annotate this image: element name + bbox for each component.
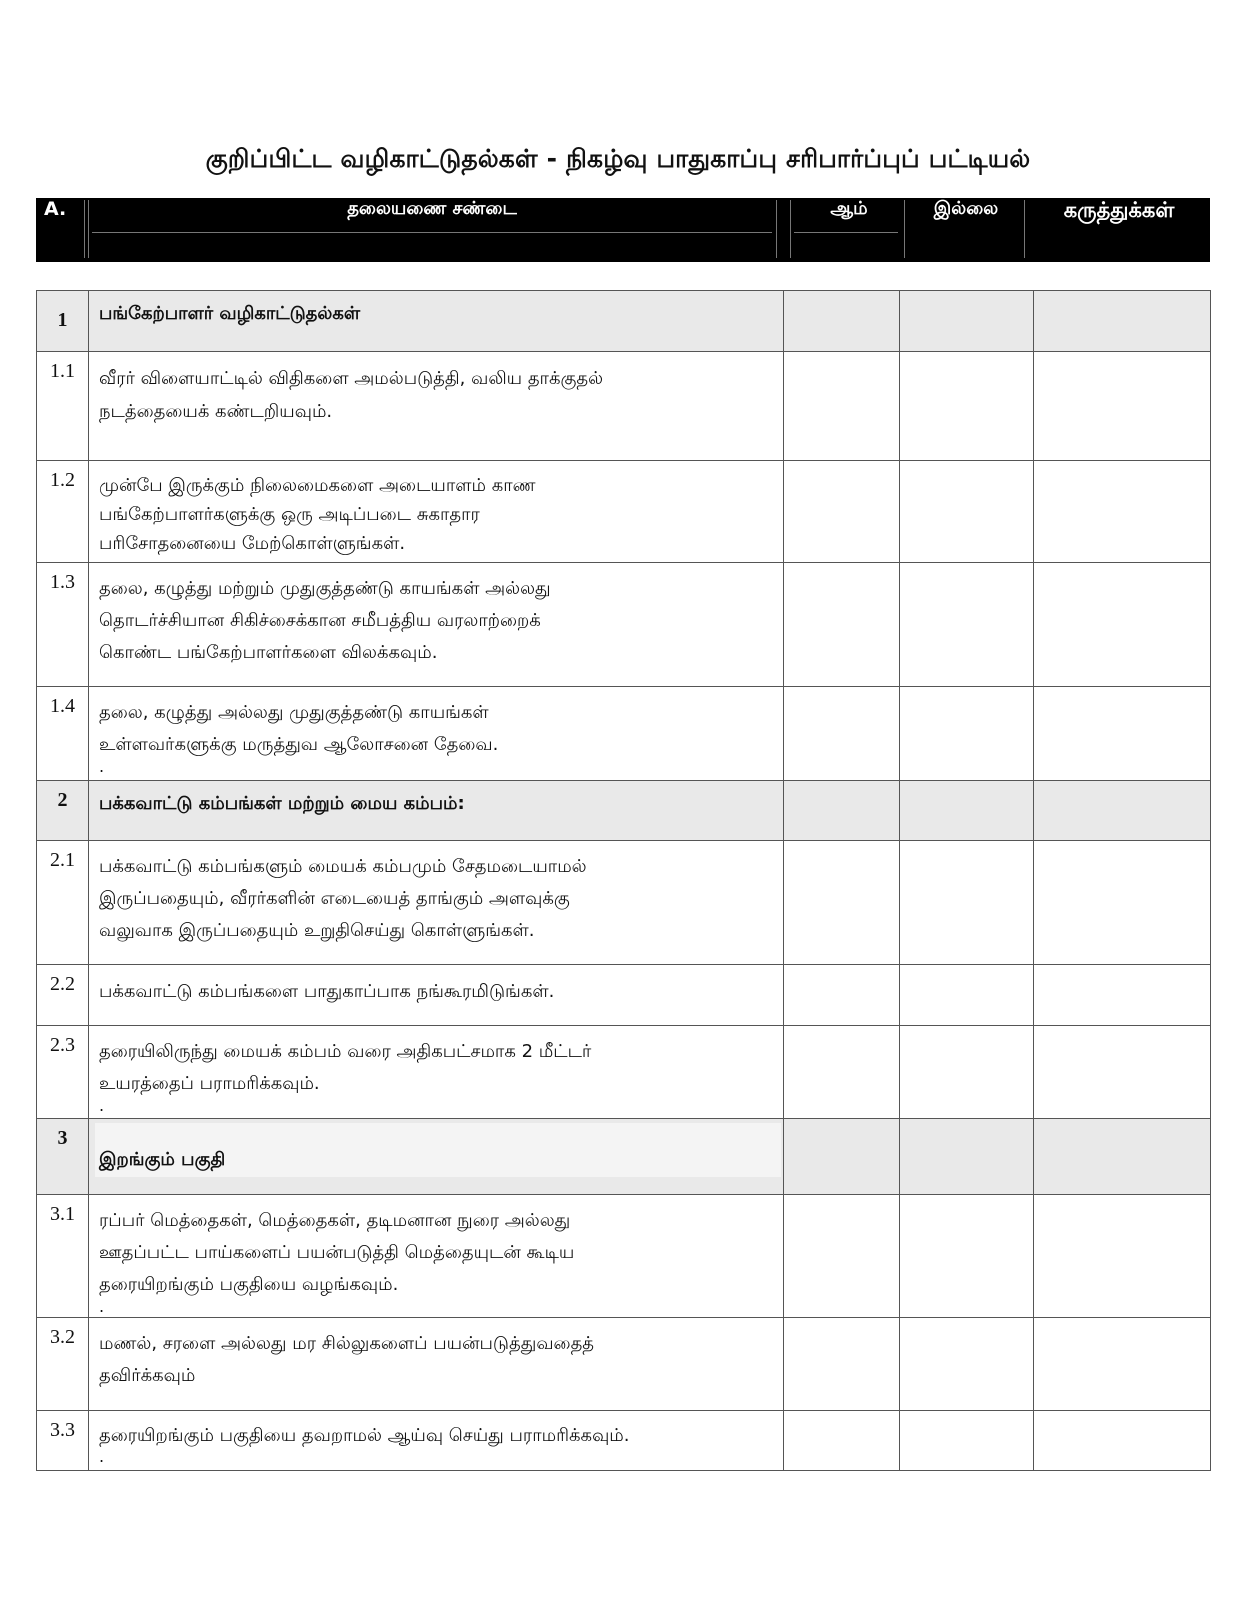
yes-cell[interactable] <box>784 965 900 1026</box>
no-cell[interactable] <box>900 291 1034 352</box>
item-line: உயரத்தைப் பராமரிக்கவும். <box>99 1073 320 1094</box>
comments-cell[interactable] <box>1034 1119 1211 1195</box>
item-number: 2.3 <box>37 1026 89 1119</box>
no-cell[interactable] <box>900 1119 1034 1195</box>
item-line: இருப்பதையும், வீரர்களின் எடையைத் தாங்கும் அளவுக்கு <box>99 888 570 909</box>
comments-cell[interactable] <box>1034 1318 1211 1411</box>
yes-cell[interactable] <box>784 563 900 687</box>
yes-cell[interactable] <box>784 291 900 352</box>
item-text <box>89 687 784 781</box>
section-title: பங்கேற்பாளர் வழிகாட்டுதல்கள் <box>89 291 784 352</box>
item-line: வீரர் விளையாட்டில் விதிகளை அமல்படுத்தி, வலிய தாக்குதல் <box>99 368 604 389</box>
no-cell[interactable] <box>900 1026 1034 1119</box>
no-cell[interactable] <box>900 781 1034 841</box>
item-text <box>89 1026 784 1119</box>
comments-cell[interactable] <box>1034 1411 1211 1471</box>
yes-cell[interactable] <box>784 1318 900 1411</box>
table-row <box>37 1318 1211 1411</box>
comments-cell[interactable] <box>1034 352 1211 461</box>
section-number: 1 <box>37 291 89 352</box>
no-cell[interactable] <box>900 687 1034 781</box>
item-line: தொடர்ச்சியான சிகிச்சைக்கான சமீபத்திய வரலாற்றைக் <box>99 610 541 631</box>
header-rule <box>794 232 898 233</box>
item-number: 3.1 <box>37 1195 89 1318</box>
no-cell[interactable] <box>900 352 1034 461</box>
no-column-heading: இல்லை <box>933 198 999 219</box>
section-title: பக்கவாட்டு கம்பங்கள் மற்றும் மைய கம்பம்: <box>89 781 784 841</box>
item-number: 1.3 <box>37 563 89 687</box>
item-line: ரப்பர் மெத்தைகள், மெத்தைகள், தடிமனான நுரை அல்லது <box>99 1210 571 1231</box>
comments-cell[interactable] <box>1034 1026 1211 1119</box>
section-row <box>37 1119 1211 1195</box>
item-line: பக்கவாட்டு கம்பங்களும் மையக் கம்பமும் சேதமடையாமல் <box>99 856 587 877</box>
yes-cell[interactable] <box>784 1119 900 1195</box>
item-number: 1.1 <box>37 352 89 461</box>
section-row <box>37 781 1211 841</box>
item-text <box>89 965 784 1026</box>
no-cell[interactable] <box>900 1411 1034 1471</box>
yes-cell[interactable] <box>784 781 900 841</box>
item-line: உள்ளவர்களுக்கு மருத்துவ ஆலோசனை தேவை. <box>99 734 499 755</box>
item-number: 1.2 <box>37 461 89 563</box>
section-row <box>37 291 1211 352</box>
table-row <box>37 1026 1211 1119</box>
item-line: தலை, கழுத்து அல்லது முதுகுத்தண்டு காயங்கள் <box>99 702 489 723</box>
table-row <box>37 563 1211 687</box>
comments-cell[interactable] <box>1034 781 1211 841</box>
section-letter: A. <box>44 198 67 220</box>
item-trailing-dot: . <box>99 757 105 776</box>
topic-heading: தலையணை சண்டை <box>347 198 517 219</box>
no-cell[interactable] <box>900 965 1034 1026</box>
table-row <box>37 965 1211 1026</box>
table-row <box>37 352 1211 461</box>
yes-cell[interactable] <box>784 1026 900 1119</box>
checklist-table <box>36 290 1211 1471</box>
no-cell[interactable] <box>900 1318 1034 1411</box>
section-number: 3 <box>37 1119 89 1195</box>
item-number: 2.2 <box>37 965 89 1026</box>
item-line: வலுவாக இருப்பதையும் உறுதிசெய்து கொள்ளுங்கள். <box>99 920 535 941</box>
item-text <box>89 1195 784 1318</box>
table-row <box>37 841 1211 965</box>
header-divider <box>776 200 777 258</box>
header-divider <box>84 200 85 258</box>
item-number: 1.4 <box>37 687 89 781</box>
header-divider <box>790 200 791 258</box>
item-trailing-dot: . <box>99 1447 105 1466</box>
header-divider <box>904 200 905 258</box>
item-line: பரிசோதனையை மேற்கொள்ளுங்கள். <box>99 533 406 554</box>
item-text <box>89 841 784 965</box>
item-text <box>89 1411 784 1471</box>
item-line: தரையிறங்கும் பகுதியை தவறாமல் ஆய்வு செய்து பராமரிக்கவும். <box>99 1425 630 1446</box>
yes-cell[interactable] <box>784 1195 900 1318</box>
item-line: பங்கேற்பாளர்களுக்கு ஒரு அடிப்படை சுகாதார <box>99 504 480 525</box>
item-line: கொண்ட பங்கேற்பாளர்களை விலக்கவும். <box>99 642 438 663</box>
item-line: பக்கவாட்டு கம்பங்களை பாதுகாப்பாக நங்கூரமிடுங்கள். <box>99 981 555 1002</box>
item-text <box>89 563 784 687</box>
yes-cell[interactable] <box>784 461 900 563</box>
item-number: 3.2 <box>37 1318 89 1411</box>
item-line: முன்பே இருக்கும் நிலைமைகளை அடையாளம் காண <box>99 475 536 496</box>
item-text <box>89 1318 784 1411</box>
yes-cell[interactable] <box>784 841 900 965</box>
table-row <box>37 461 1211 563</box>
comments-cell[interactable] <box>1034 965 1211 1026</box>
item-line: ஊதப்பட்ட பாய்களைப் பயன்படுத்தி மெத்தையுடன் கூடிய <box>99 1242 575 1263</box>
table-row <box>37 687 1211 781</box>
item-trailing-dot: . <box>99 1096 105 1115</box>
comments-cell[interactable] <box>1034 563 1211 687</box>
comments-cell[interactable] <box>1034 841 1211 965</box>
item-line: மணல், சரளை அல்லது மர சில்லுகளைப் பயன்படுத்துவதைத் <box>99 1333 595 1354</box>
item-line: தரையிறங்கும் பகுதியை வழங்கவும். <box>99 1274 399 1295</box>
item-line: தவிர்க்கவும் <box>99 1365 196 1386</box>
table-row <box>37 1195 1211 1318</box>
item-number: 3.3 <box>37 1411 89 1471</box>
table-row <box>37 1411 1211 1471</box>
comments-cell[interactable] <box>1034 687 1211 781</box>
header-divider <box>1024 200 1025 258</box>
comments-column-heading: கருத்துக்கள் <box>1063 198 1175 222</box>
section-title: இறங்கும் பகுதி <box>95 1123 781 1177</box>
yes-cell[interactable] <box>784 687 900 781</box>
comments-cell[interactable] <box>1034 461 1211 563</box>
page-title: குறிப்பிட்ட வழிகாட்டுதல்கள் - நிகழ்வு பாதுகாப்பு சரிபார்ப்புப் பட்டியல் <box>205 144 1031 173</box>
no-cell[interactable] <box>900 461 1034 563</box>
header-rule <box>92 232 772 233</box>
item-line: தரையிலிருந்து மையக் கம்பம் வரை அதிகபட்சமாக 2 மீட்டர் <box>99 1041 592 1062</box>
yes-column-heading: ஆம் <box>830 198 868 219</box>
comments-cell[interactable] <box>1034 291 1211 352</box>
yes-cell[interactable] <box>784 1411 900 1471</box>
no-cell[interactable] <box>900 1195 1034 1318</box>
item-line: தலை, கழுத்து மற்றும் முதுகுத்தண்டு காயங்கள் அல்லது <box>99 578 551 599</box>
item-trailing-dot: . <box>99 1297 105 1316</box>
item-text <box>89 461 784 563</box>
section-number: 2 <box>37 781 89 841</box>
comments-cell[interactable] <box>1034 1195 1211 1318</box>
item-text <box>89 352 784 461</box>
checklist-header-bar <box>36 198 1210 262</box>
item-line: நடத்தையைக் கண்டறியவும். <box>99 401 333 422</box>
no-cell[interactable] <box>900 841 1034 965</box>
yes-cell[interactable] <box>784 352 900 461</box>
no-cell[interactable] <box>900 563 1034 687</box>
item-number: 2.1 <box>37 841 89 965</box>
section-title-cell <box>89 1119 784 1195</box>
